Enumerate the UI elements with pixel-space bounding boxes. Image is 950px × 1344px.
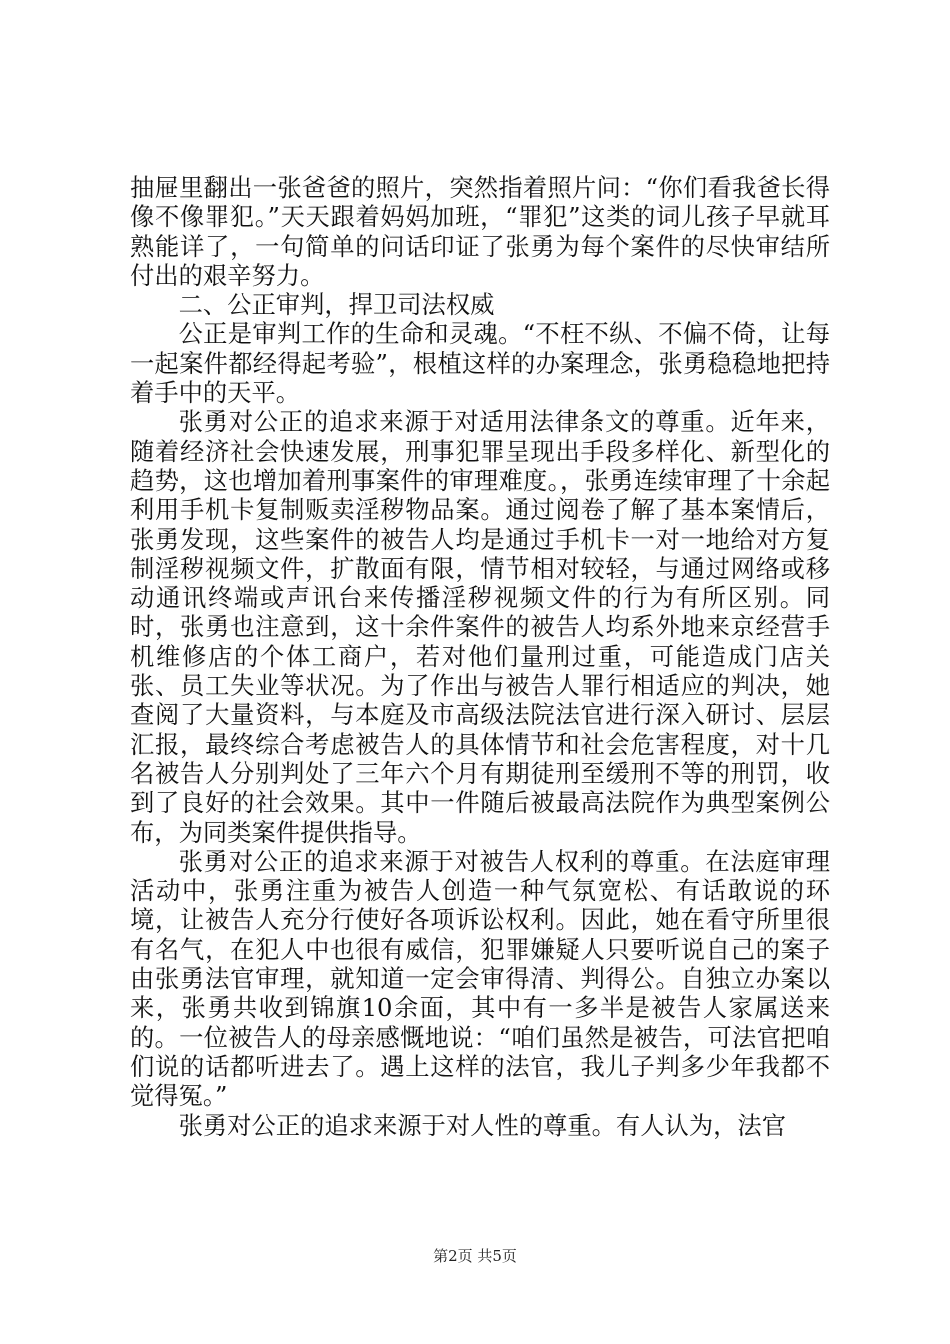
paragraph-1: 抽屉里翻出一张爸爸的照片，突然指着照片问：“你们看我爸长得像不像罪犯。”天天跟着妈妈加班，“罪犯”这类的词儿孩子早就耳熟能详了，一句简单的问话印证了张勇为每个案件的尽快审结所付出的艰辛努力。	[130, 173, 830, 290]
paragraph-3: 张勇对公正的追求来源于对适用法律条文的尊重。近年来，随着经济社会快速发展，刑事犯罪呈现出手段多样化、新型化的趋势，这也增加着刑事案件的审理难度。，张勇连续审理了十余起利用手机卡复制贩卖淫秽物品案。通过阅卷了解了基本案情后，张勇发现，这些案件的被告人均是通过手机卡一对一地给对方复制淫秽视频文件，扩散面有限，情节相对较轻，与通过网络或移动通讯终端或声讯台来传播淫秽视频文件的行为有所区别。同时，张勇也注意到，这十余件案件的被告人均系外地来京经营手机维修店的个体工商户，若对他们量刑过重，可能造成门店关张、员工失业等状况。为了作出与被告人罪行相适应的判决，她查阅了大量资料，与本庭及市高级法院法官进行深入研讨、层层汇报，最终综合考虑被告人的具体情节和社会危害程度，对十几名被告人分别判处了三年六个月有期徒刑至缓刑不等的刑罚，收到了良好的社会效果。其中一件随后被最高法院作为典型案例公布，为同类案件提供指导。	[130, 407, 830, 847]
paragraph-2: 公正是审判工作的生命和灵魂。“不枉不纵、不偏不倚，让每一起案件都经得起考验”，根植这样的办案理念，张勇稳稳地把持着手中的天平。	[130, 319, 830, 408]
paragraph-4: 张勇对公正的追求来源于对被告人权利的尊重。在法庭审理活动中，张勇注重为被告人创造一种气氛宽松、有话敢说的环境，让被告人充分行使好各项诉讼权利。因此，她在看守所里很有名气，在犯人中也很有威信，犯罪嫌疑人只要听说自己的案子由张勇法官审理，就知道一定会审得清、判得公。自独立办案以来，张勇共收到锦旗10余面，其中有一多半是被告人家属送来的。一位被告人的母亲感慨地说：“咱们虽然是被告，可法官把咱们说的话都听进去了。遇上这样的法官，我儿子判多少年我都不觉得冤。”	[130, 846, 830, 1111]
page-number-footer: 第2页 共5页	[433, 1247, 517, 1265]
document-body	[130, 173, 830, 1140]
paragraph-5: 张勇对公正的追求来源于对人性的尊重。有人认为，法官	[178, 1110, 787, 1140]
section-heading: 二、公正审判，捍卫司法权威	[178, 290, 495, 320]
